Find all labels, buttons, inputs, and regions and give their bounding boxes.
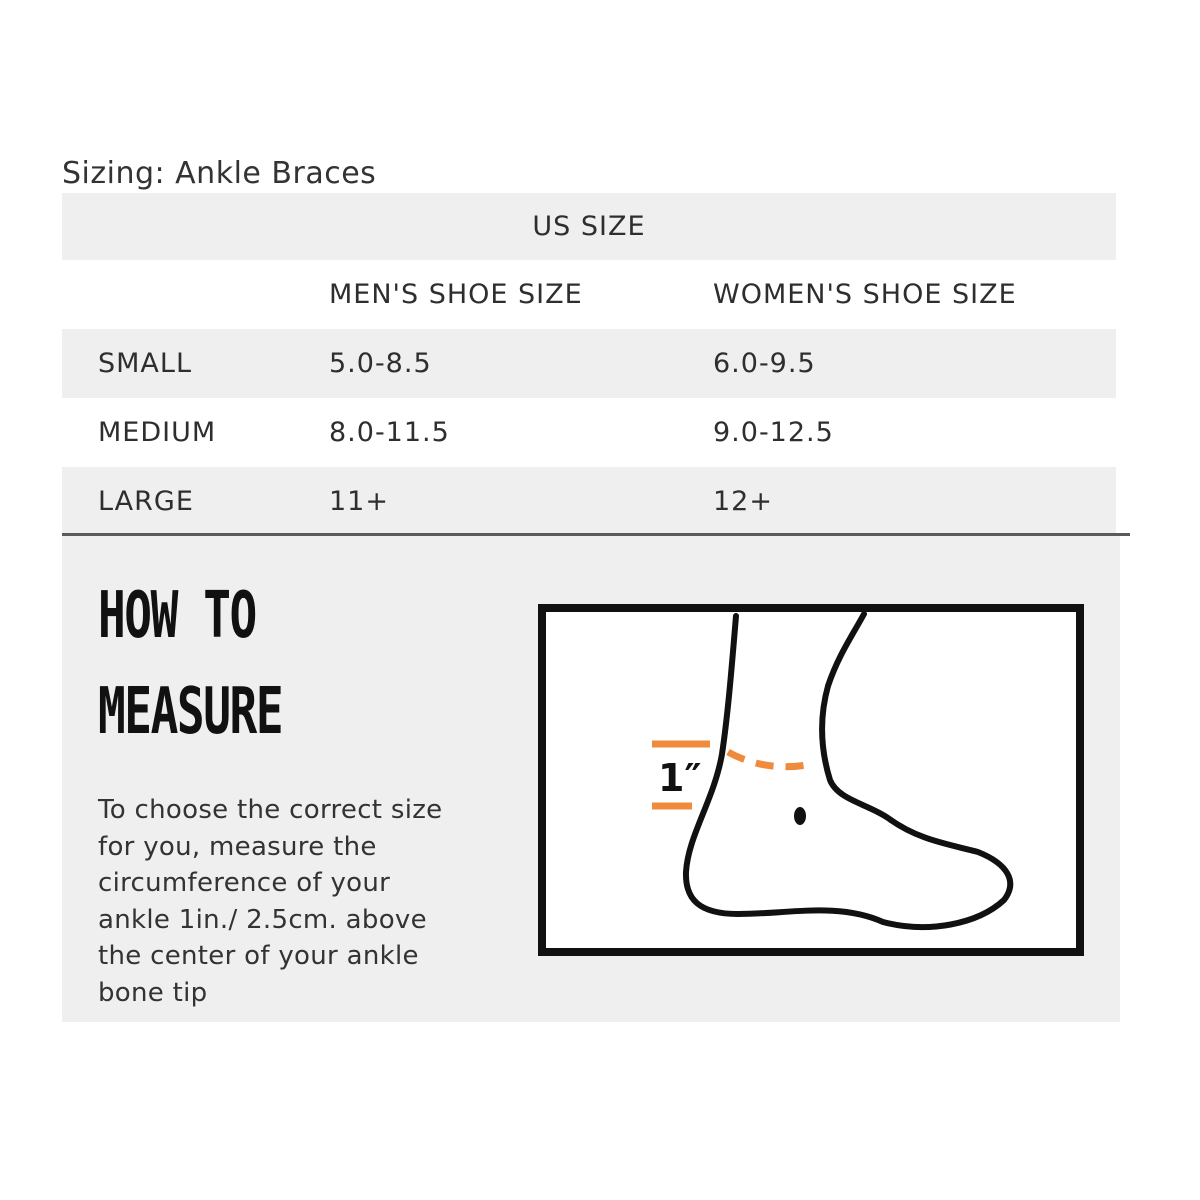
measure-instructions: To choose the correct size for you, measure the circumference of your ankle 1in./ 2.5cm. above the center of your ankle bone tip — [98, 795, 443, 1008]
womens-size-value: 12+ — [713, 486, 773, 517]
one-inch-label: 1″ — [658, 756, 702, 800]
heading-line-1: HOW TO — [98, 579, 256, 653]
ankle-measurement-diagram — [538, 604, 1084, 956]
mens-size-value: 5.0-8.5 — [329, 348, 432, 379]
size-label: LARGE — [98, 486, 194, 517]
mens-shoe-size-header: MEN'S SHOE SIZE — [329, 279, 583, 310]
womens-size-value: 6.0-9.5 — [713, 348, 816, 379]
table-row-large — [62, 467, 1116, 536]
size-chart-table — [62, 193, 1116, 536]
mens-size-value: 8.0-11.5 — [329, 417, 450, 448]
how-to-measure-panel — [62, 536, 1120, 1022]
ankle-bone-mark — [794, 807, 806, 825]
size-label: MEDIUM — [98, 417, 217, 448]
womens-shoe-size-header: WOMEN'S SHOE SIZE — [713, 279, 1017, 310]
table-row-medium — [62, 398, 1116, 467]
table-group-header-row — [62, 193, 1116, 260]
heading-line-2: MEASURE — [98, 675, 283, 749]
us-size-header: US SIZE — [532, 211, 646, 242]
table-column-header-row — [62, 260, 1116, 329]
how-to-measure-heading — [98, 568, 357, 760]
sizing-title: Sizing: Ankle Braces — [62, 156, 377, 191]
mens-size-value: 11+ — [329, 486, 389, 517]
womens-size-value: 9.0-12.5 — [713, 417, 834, 448]
table-row-small — [62, 329, 1116, 398]
size-label: SMALL — [98, 348, 192, 379]
